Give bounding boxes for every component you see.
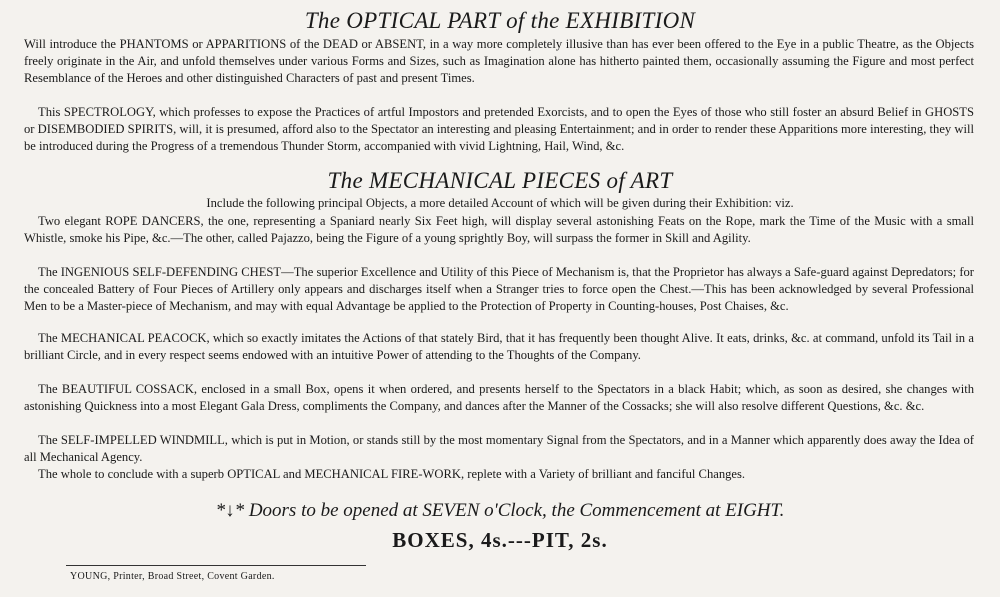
printer-imprint: YOUNG, Printer, Broad Street, Covent Garden. xyxy=(70,571,275,582)
optical-paragraph-1: Will introduce the PHANTOMS or APPARITIONS of the DEAD or ABSENT, in a way more completely illusive than has ever been offered to the Eye in a public Theatre, as the Objects freely originate in the Air, and unfold themselves under various Forms and Sizes, such as Imagination alone has hitherto painted them, occasionally assuming the Figure and most perfect Resemblance of the Heroes and other distinguished Characters of past and present Times. xyxy=(24,37,974,85)
item-windmill: The SELF-IMPELLED WINDMILL, which is put in Motion, or stands still by the most momentary Signal from the Spectators, and in a Manner which apparently does away the Idea of all Mechanical Agency. xyxy=(24,433,974,464)
item-rope-dancers: Two elegant ROPE DANCERS, the one, representing a Spaniard nearly Six Feet high, will display several astonishing Feats on the Rope, mark the Time of the Music with a small Whistle, smoke his Pipe, &c.—The other, called Pajazzo, being the Figure of a young sprightly Boy, will surpass the former in Skill and Agility. xyxy=(24,214,974,245)
admission-prices: BOXES, 4s.---PIT, 2s. xyxy=(392,528,608,552)
item-fire-work: The whole to conclude with a superb OPTICAL and MECHANICAL FIRE-WORK, replete with a Variety of brilliant and fanciful Changes. xyxy=(38,467,746,481)
item-mechanical-peacock: The MECHANICAL PEACOCK, which so exactly imitates the Actions of that stately Bird, that it has frequently been thought Alive. It eats, drinks, &c. at command, unfold its Tail in a brilliant Circle, and in every respect seems endowed with an intuitive Power of attending to the Thoughts of the Company. xyxy=(24,331,974,362)
footer-divider xyxy=(66,565,366,566)
mechanical-section-title: The MECHANICAL PIECES of ART xyxy=(327,168,673,193)
item-beautiful-cossack: The BEAUTIFUL COSSACK, enclosed in a small Box, opens it when ordered, and presents herself to the Spectators in a black Habit; which, as soon as desired, she changes with astonishing Quickness into a most Elegant Gala Dress, compliments the Company, and dances after the Manner of the Cossacks; she will also resolve different Questions, &c. &c. xyxy=(24,382,974,413)
optical-paragraph-2: This SPECTROLOGY, which professes to expose the Practices of artful Impostors and pretended Exorcists, and to open the Eyes of those who still foster an absurd Belief in GHOSTS or DISEMBODIED SPIRITS, will, it is presumed, afford also to the Spectator an interesting and pleasing Entertainment; and in order to render these Apparitions more interesting, they will be introduced during the Progress of a tremendous Thunder Storm, accompanied with vivid Lightning, Hail, Wind, &c. xyxy=(24,105,974,153)
optical-section-title: The OPTICAL PART of the EXHIBITION xyxy=(304,8,696,33)
item-self-defending-chest: The INGENIOUS SELF-DEFENDING CHEST—The superior Excellence and Utility of this Piece of Mechanism is, that the Proprietor has always a Safe-guard against Depredators; for the concealed Battery of Four Pieces of Artillery only appears and discharges itself when a Stranger tries to force open the Chest.—This has been acknowledged by several Professional Men to be a Master-piece of Mechanism, and may with equal Advantage be applied to the Protection of Property in Counting-houses, Post Chaises, &c. xyxy=(24,265,974,313)
mechanical-intro: Include the following principal Objects, a more detailed Account of which will be given during their Exhibition: viz. xyxy=(206,196,794,210)
doors-notice: *↓* Doors to be opened at SEVEN o'Clock, the Commencement at EIGHT. xyxy=(215,500,785,521)
